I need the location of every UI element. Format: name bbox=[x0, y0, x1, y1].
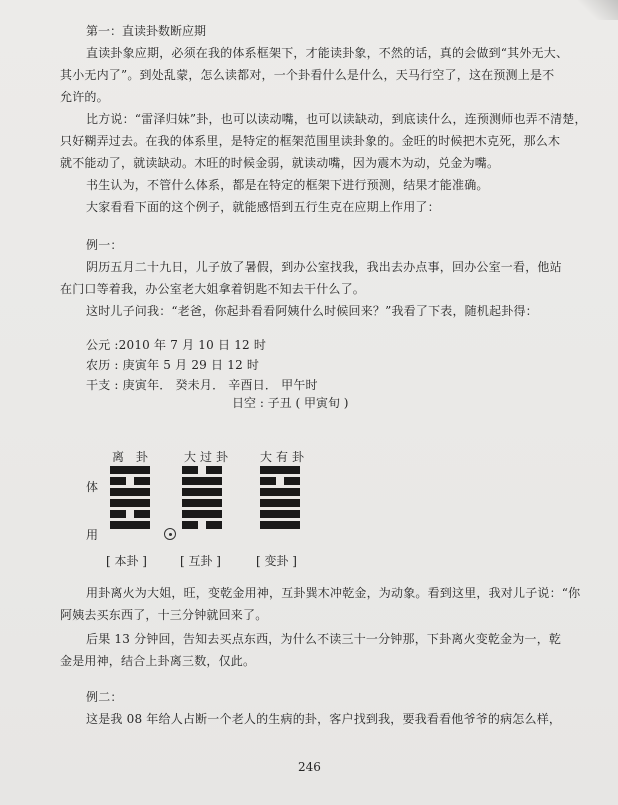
scan-corner-shadow bbox=[578, 0, 618, 20]
hexagram-dayou bbox=[260, 466, 308, 532]
hexagram-li bbox=[110, 466, 158, 532]
example2-line1: 这是我 08 年给人占断一个老人的生病的卦，客户找到我，要我看看他爷爷的病怎么样， bbox=[86, 712, 562, 726]
day-kong: 日空 : 子丑 ( 甲寅旬 ) bbox=[232, 396, 349, 410]
hexagram-daguo-line-5 bbox=[182, 510, 230, 518]
analysis2-line2: 金是用神，结合上卦离三数，仅此。 bbox=[60, 654, 256, 668]
para1-line1: 直读卦象应期，必须在我的体系框架下，才能读卦象，不然的话，真的会做到“其外无大、 bbox=[86, 46, 569, 60]
ex1-para1-line2: 在门口等着我，办公室老大姐拿着钥匙不知去干什么了。 bbox=[60, 282, 366, 296]
hugua-label: [ 互卦 ] bbox=[180, 554, 221, 568]
yin-line-segment bbox=[206, 521, 222, 529]
hexagram-dayou-line-1 bbox=[260, 466, 308, 474]
yin-line-segment bbox=[206, 466, 222, 474]
hexagram-li-line-1 bbox=[110, 466, 158, 474]
yang-line-segment bbox=[182, 477, 222, 485]
date-nongli: 农历 : 庚寅年 5 月 29 日 12 时 bbox=[86, 358, 260, 372]
hexagram-dayou-line-3 bbox=[260, 488, 308, 496]
example2-title: 例二： bbox=[86, 690, 123, 704]
moving-line-marker-icon bbox=[164, 528, 176, 540]
hexagram-daguo-line-2 bbox=[182, 477, 230, 485]
yin-line-segment bbox=[110, 510, 126, 518]
para1-line2: 其小无内了”。到处乱蒙，怎么读都对，一个卦看什么是什么，天马行空了，这在预测上是不 bbox=[60, 68, 555, 82]
yang-line-segment bbox=[182, 488, 222, 496]
ganzhi: 干支 : 庚寅年． 癸未月． 辛酉日． 甲午时 bbox=[86, 378, 318, 392]
yin-line-segment bbox=[260, 477, 276, 485]
analysis1-line2: 阿姨去买东西了，十三分钟就回来了。 bbox=[60, 608, 268, 622]
hexagram-diagram bbox=[70, 448, 370, 578]
yang-line-segment bbox=[182, 499, 222, 507]
yang-line-segment bbox=[260, 466, 300, 474]
yang-line-segment bbox=[182, 510, 222, 518]
analysis1-line1: 用卦离火为大姐，旺，变乾金用神，互卦巽木冲乾金，为动象。看到这里，我对儿子说：“你 bbox=[86, 586, 581, 600]
yang-line-segment bbox=[260, 521, 300, 529]
para2-line2: 只好糊弄过去。在我的体系里，是特定的框架范围里读卦象的。金旺的时候把木克死，那么木 bbox=[60, 134, 561, 148]
yin-line-segment bbox=[110, 477, 126, 485]
hexagram-li-line-3 bbox=[110, 488, 158, 496]
hexagram-dayou-line-4 bbox=[260, 499, 308, 507]
hexagram-daguo-line-1 bbox=[182, 466, 230, 474]
para3-line1: 书生认为，不管什么体系，都是在特定的框架下进行预测，结果才能准确。 bbox=[86, 178, 489, 192]
hexagram-daguo-line-3 bbox=[182, 488, 230, 496]
hexagram-dayou-line-5 bbox=[260, 510, 308, 518]
yang-line-segment bbox=[110, 466, 150, 474]
hexagram-daguo-line-6 bbox=[182, 521, 230, 529]
ex1-para1-line1: 阴历五月二十九日，儿子放了暑假，到办公室找我，我出去办点事，回办公室一看，他站 bbox=[86, 260, 562, 274]
example1-title: 例一： bbox=[86, 238, 123, 252]
yang-line-segment bbox=[260, 499, 300, 507]
hexagram-dayou-line-6 bbox=[260, 521, 308, 529]
ex1-para2-line1: 这时儿子问我：“老爸，你起卦看看阿姨什么时候回来？”我看了下表，随机起卦得： bbox=[86, 304, 538, 318]
biangua-label: [ 变卦 ] bbox=[256, 554, 297, 568]
para1-line3: 允许的。 bbox=[60, 90, 109, 104]
yang-line-segment bbox=[110, 488, 150, 496]
yin-line-segment bbox=[284, 477, 300, 485]
para2-line3: 就不能动了，就读缺动。木旺的时候金弱，就读动嘴，因为震木为动，兑金为嘴。 bbox=[60, 156, 500, 170]
yin-line-segment bbox=[182, 466, 198, 474]
page-number: 246 bbox=[298, 760, 321, 774]
para4-line1: 大家看看下面的这个例子，就能感悟到五行生克在应期上作用了： bbox=[86, 200, 440, 214]
hexagram-li-line-2 bbox=[110, 477, 158, 485]
yin-line-segment bbox=[134, 477, 150, 485]
section-heading: 第一：直读卦数断应期 bbox=[86, 24, 207, 38]
hexagram-daguo-line-4 bbox=[182, 499, 230, 507]
date-gongli: 公元 :2010 年 7 月 10 日 12 时 bbox=[86, 338, 267, 352]
ti-label: 体 bbox=[86, 480, 99, 494]
hexagram-name-dayou: 大有卦 bbox=[260, 450, 309, 464]
hexagram-name-daguo: 大过卦 bbox=[184, 450, 233, 464]
hexagram-daguo bbox=[182, 466, 230, 532]
hexagram-li-line-6 bbox=[110, 521, 158, 529]
hexagram-li-line-5 bbox=[110, 510, 158, 518]
hexagram-dayou-line-2 bbox=[260, 477, 308, 485]
yin-line-segment bbox=[134, 510, 150, 518]
yin-line-segment bbox=[182, 521, 198, 529]
yang-line-segment bbox=[260, 488, 300, 496]
yong-label: 用 bbox=[86, 528, 99, 542]
bengua-label: [ 本卦 ] bbox=[106, 554, 147, 568]
para2-line1: 比方说：“雷泽归妹”卦，也可以读动嘴，也可以读缺动，到底读什么，连预测师也弄不清楚， bbox=[86, 112, 587, 126]
yang-line-segment bbox=[260, 510, 300, 518]
hexagram-name-li: 离 卦 bbox=[112, 450, 152, 464]
yang-line-segment bbox=[110, 521, 150, 529]
hexagram-li-line-4 bbox=[110, 499, 158, 507]
analysis2-line1: 后果 13 分钟回，告知去买点东西，为什么不读三十一分钟那，下卦离火变乾金为一，乾 bbox=[86, 632, 562, 646]
yang-line-segment bbox=[110, 499, 150, 507]
